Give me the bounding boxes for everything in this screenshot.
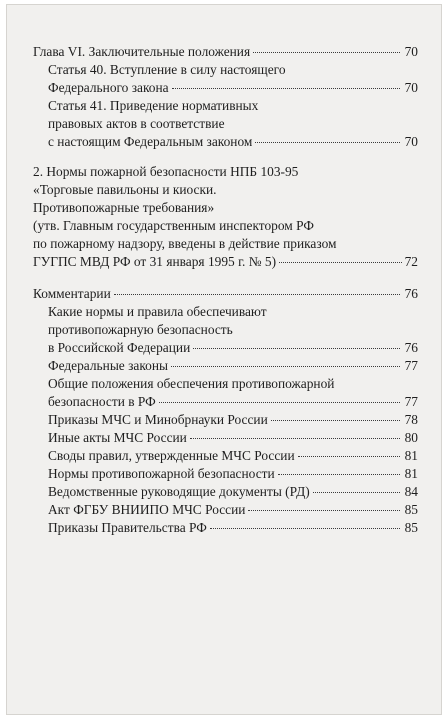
toc-entry-line: Противопожарные требования» bbox=[33, 200, 215, 215]
toc-entry-title: Нормы противопожарной безопасности bbox=[48, 466, 275, 481]
toc-entry-line: противопожарную безопасность bbox=[48, 322, 233, 337]
dot-leader bbox=[271, 420, 400, 421]
toc-entry-title: Ведомственные руководящие документы (РД) bbox=[48, 484, 310, 499]
toc-entry-title: Глава VI. Заключительные положения bbox=[33, 44, 251, 59]
dot-leader bbox=[210, 528, 400, 529]
toc-entry-comments bbox=[33, 285, 418, 303]
toc-entry-title: Своды правил, утвержденные МЧС России bbox=[48, 448, 295, 463]
toc-entry-line: (утв. Главным государственным инспектором РФ bbox=[33, 218, 314, 233]
toc-entry-title: Федерального закона bbox=[48, 80, 169, 95]
dot-leader bbox=[159, 402, 400, 403]
page-number: 77 bbox=[404, 394, 418, 409]
toc-entry-comment-item bbox=[33, 411, 418, 429]
page-number: 77 bbox=[404, 358, 418, 373]
dot-leader bbox=[255, 142, 399, 143]
toc-entry-section2 bbox=[33, 163, 418, 271]
toc-entry-title: Приказы Правительства РФ bbox=[48, 520, 207, 535]
toc-entry-comment-item bbox=[33, 501, 418, 519]
toc-entry-title: Приказы МЧС и Минобрнауки России bbox=[48, 412, 268, 427]
page-number: 70 bbox=[404, 134, 418, 149]
toc-entry-chapter6 bbox=[33, 43, 418, 61]
toc-entry-title: с настоящим Федеральным законом bbox=[48, 134, 253, 149]
page-number: 76 bbox=[404, 286, 418, 301]
page-number: 81 bbox=[404, 448, 418, 463]
toc-entry-comment-item bbox=[33, 465, 418, 483]
page-number: 70 bbox=[404, 44, 418, 59]
toc-entry-line: Статья 41. Приведение нормативных bbox=[48, 98, 259, 113]
toc-entry-comment-item bbox=[33, 357, 418, 375]
toc-entry-title: безопасности в РФ bbox=[48, 394, 156, 409]
dot-leader bbox=[253, 52, 399, 53]
page-number: 70 bbox=[404, 80, 418, 95]
toc-entry-line: Статья 40. Вступление в силу настоящего bbox=[48, 62, 286, 77]
toc-entry-comment-item bbox=[33, 429, 418, 447]
toc-entry-comment-item bbox=[33, 483, 418, 501]
page-number: 81 bbox=[404, 466, 418, 481]
dot-leader bbox=[279, 262, 402, 263]
table-of-contents bbox=[33, 43, 418, 537]
dot-leader bbox=[313, 492, 400, 493]
dot-leader bbox=[190, 438, 400, 439]
toc-entry-line: Общие положения обеспечения противопожарной bbox=[48, 376, 335, 391]
page-number: 80 bbox=[404, 430, 418, 445]
page-number: 72 bbox=[404, 254, 418, 269]
toc-entry-comment-item bbox=[33, 519, 418, 537]
dot-leader bbox=[248, 510, 399, 511]
page-number: 85 bbox=[404, 520, 418, 535]
toc-entry-title: Комментарии bbox=[33, 286, 111, 301]
dot-leader bbox=[193, 348, 399, 349]
toc-entry-title: Акт ФГБУ ВНИИПО МЧС России bbox=[48, 502, 246, 517]
dot-leader bbox=[172, 88, 400, 89]
toc-entry-line: по пожарному надзору, введены в действие приказом bbox=[33, 236, 337, 251]
toc-entry-comment-item bbox=[33, 375, 418, 411]
dot-leader bbox=[114, 294, 400, 295]
toc-entry-line: 2. Нормы пожарной безопасности НПБ 103-95 bbox=[33, 164, 299, 179]
page-number: 76 bbox=[404, 340, 418, 355]
page-number: 78 bbox=[404, 412, 418, 427]
page-number: 84 bbox=[404, 484, 418, 499]
toc-entry-comment-item bbox=[33, 447, 418, 465]
toc-entry-title: в Российской Федерации bbox=[48, 340, 191, 355]
dot-leader bbox=[278, 474, 400, 475]
toc-entry-line: правовых актов в соответствие bbox=[48, 116, 225, 131]
toc-entry-line: «Торговые павильоны и киоски. bbox=[33, 182, 217, 197]
dot-leader bbox=[171, 366, 400, 367]
toc-entry-article41 bbox=[33, 97, 418, 151]
toc-entry-comment-item bbox=[33, 303, 418, 357]
toc-entry-article40 bbox=[33, 61, 418, 97]
page-number: 85 bbox=[404, 502, 418, 517]
toc-entry-line: Какие нормы и правила обеспечивают bbox=[48, 304, 267, 319]
book-page bbox=[6, 4, 442, 715]
toc-entry-title: ГУГПС МВД РФ от 31 января 1995 г. № 5) bbox=[33, 254, 277, 269]
toc-entry-title: Федеральные законы bbox=[48, 358, 169, 373]
toc-entry-title: Иные акты МЧС России bbox=[48, 430, 187, 445]
dot-leader bbox=[298, 456, 400, 457]
